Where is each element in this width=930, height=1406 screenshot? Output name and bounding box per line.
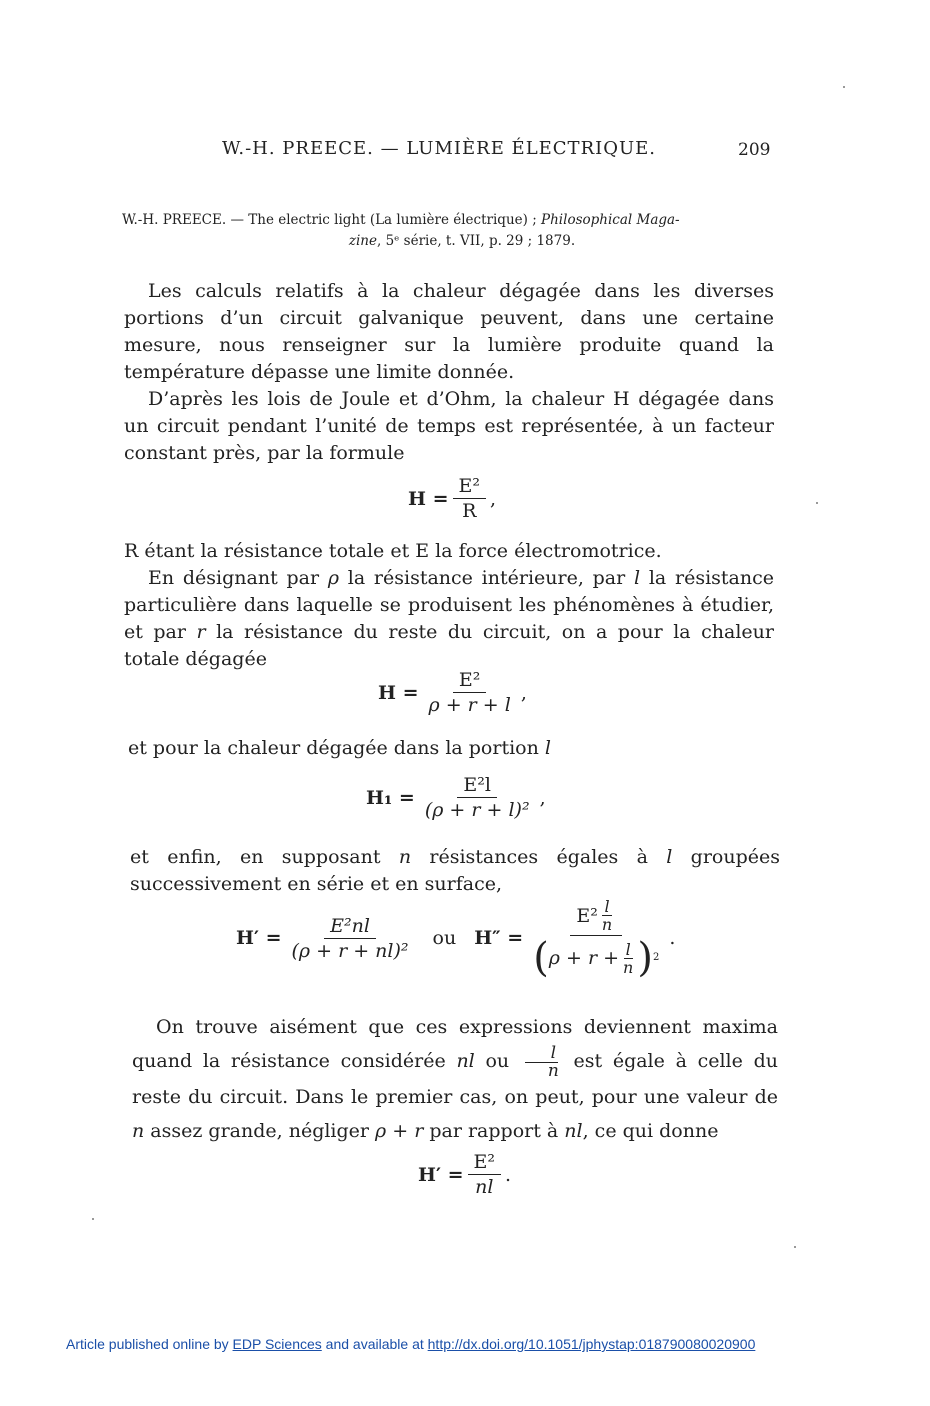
paragraph-7: On trouve aisément que ces expressions deviennent maxima quand la résistance considérée nl ou $\frac{l}{n}$ est égale à celle du reste du circuit. Dans le premier cas, on peut, pour une valeur de n assez grande, négliger ρ + r par rapport à nl, ce qui donne <box>132 1016 778 1142</box>
eq4-ou: ou <box>432 927 457 949</box>
eq4b-den-small-fraction: $\frac{l}{n}$ <box>623 939 634 977</box>
ref-journal: Philosophical Maga- <box>541 212 680 228</box>
eq4b-numerator: E² $\frac{l}{n}$ <box>570 898 622 936</box>
eq3-denominator: (ρ + r + l)² <box>424 799 530 821</box>
eq1-denominator: R <box>462 500 477 522</box>
eq4-fraction-a <box>286 916 415 961</box>
eq2-lhs: H = <box>378 681 419 704</box>
eq2-numerator: E² <box>453 670 487 693</box>
eq4b-denominator: ( ρ + r + $\frac{l}{n}$ ) 2 <box>533 935 660 981</box>
eq3-lhs: H₁ = <box>366 786 415 809</box>
equation-3 <box>366 775 546 820</box>
eq4-lhs2: H″ = <box>474 927 524 949</box>
eq1-lhs: H = <box>408 487 449 510</box>
bibliographic-reference <box>122 210 772 252</box>
paragraph-5: et pour la chaleur dégagée dans la portion l <box>128 737 551 759</box>
footer-middle: and available at <box>321 1336 428 1352</box>
ref-journal-cont: zine <box>348 233 377 249</box>
eq5-numerator: E² <box>468 1152 502 1175</box>
eq3-fraction <box>419 775 536 820</box>
eq5-denominator: nl <box>475 1176 494 1198</box>
equation-5 <box>418 1152 511 1197</box>
paragraph-2: D’après les lois de Joule et d’Ohm, la chaleur H dégagée dans un circuit pendant l’unité de temps est représentée, à un facteur constant près, par la formule <box>124 388 774 464</box>
equation-4 <box>236 897 676 981</box>
eq5-fraction <box>468 1152 502 1197</box>
eq5-tail: . <box>505 1163 512 1186</box>
eq4-fraction-b <box>527 897 665 981</box>
eq2-denominator: ρ + r + l <box>428 694 511 716</box>
paragraph-3: R étant la résistance totale et E la force électromotrice. <box>124 540 662 562</box>
left-paren: ( <box>533 935 549 981</box>
publisher-link[interactable]: EDP Sciences <box>232 1336 322 1352</box>
running-title: W.-H. PREECE. — LUMIÈRE ÉLECTRIQUE. <box>222 138 657 159</box>
eq4a-numerator: E²nl <box>324 916 376 939</box>
eq2-tail: , <box>520 681 527 704</box>
ref-details: , 5ᵉ série, t. VII, p. 29 ; 1879. <box>376 233 576 249</box>
ref-title: — The electric light (La lumière électrique) ; <box>226 212 542 228</box>
eq2-fraction <box>423 670 517 715</box>
paragraph-1: Les calculs relatifs à la chaleur dégagée dans les diverses portions d’un circuit galvanique peuvent, dans une certaine mesure, nous renseigner sur la lumière produite quand la température dépasse une limite donnée. <box>124 280 774 383</box>
footer <box>66 1336 755 1352</box>
scan-speck <box>816 502 818 504</box>
paragraph-6: et enfin, en supposant n résistances égales à l groupées successivement en série et en surface, <box>130 846 780 895</box>
equation-1 <box>408 476 496 521</box>
eq3-tail: , <box>539 786 546 809</box>
eq1-numerator: E² <box>453 476 487 499</box>
scan-speck <box>794 1246 796 1248</box>
eq3-numerator: E²l <box>457 775 497 798</box>
scan-speck <box>843 86 845 88</box>
eq1-tail: , <box>490 487 497 510</box>
right-paren: ) <box>637 935 653 981</box>
eq1-fraction <box>453 476 487 521</box>
p7-small-fraction: $\frac{l}{n}$ <box>522 1045 561 1080</box>
eq5-lhs: H′ = <box>418 1163 464 1186</box>
footer-prefix: Article published online by <box>66 1336 233 1352</box>
ref-authors: W.-H. PREECE. <box>122 212 227 228</box>
doi-link[interactable]: http://dx.doi.org/10.1051/jphystap:018790080020900 <box>427 1336 756 1352</box>
eq4-tail: . <box>669 927 676 949</box>
paragraph-4: En désignant par ρ la résistance intérieure, par l la résistance particulière dans laquelle se produisent les phénomènes à étudier, et par r la résistance du reste du circuit, on a pour la chaleur totale dégagée <box>124 567 774 670</box>
eq4b-num-small-fraction: $\frac{l}{n}$ <box>601 897 613 934</box>
eq4-lhs: H′ = <box>236 927 282 949</box>
eq4a-denominator: (ρ + r + nl)² <box>291 939 409 962</box>
scan-speck <box>92 1218 94 1220</box>
page-number: 209 <box>738 140 771 160</box>
equation-2 <box>378 670 527 715</box>
